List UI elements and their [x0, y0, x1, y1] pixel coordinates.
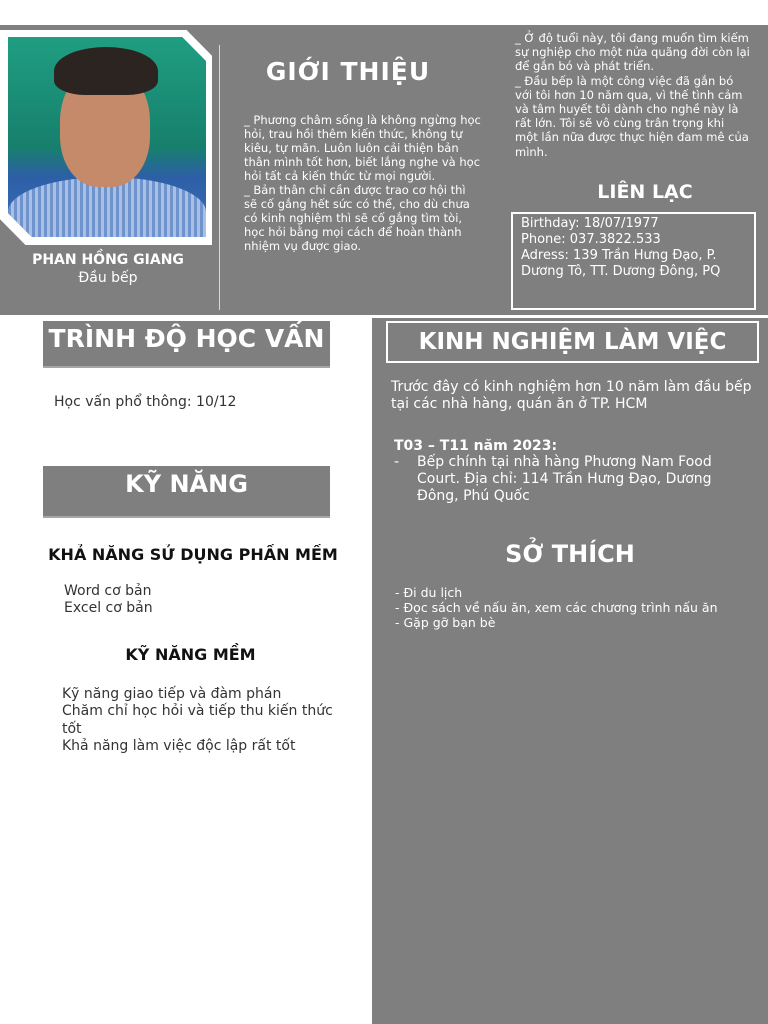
experience-period: T03 – T11 năm 2023:	[394, 438, 558, 454]
profile-photo-frame	[0, 30, 212, 245]
list-item: - Đi du lịch	[395, 585, 463, 600]
list-item: Chăm chỉ học hỏi và tiếp thu kiến thức tốt	[62, 703, 333, 737]
profile-name: PHAN HỒNG GIANG	[32, 252, 184, 268]
soft-skills-title: KỸ NĂNG MỀM	[125, 645, 256, 664]
intro-paragraph: _ Ở độ tuổi này, tôi đang muốn tìm kiếm sự nghiệp cho một nửa quãng đời còn lại để gắn bó và phát triển.	[515, 31, 750, 74]
list-item: - Gặp gỡ bạn bè	[395, 615, 496, 630]
contact-title: LIÊN LẠC	[597, 181, 693, 203]
header-divider	[219, 45, 220, 310]
experience-item-text: Bếp chính tại nhà hàng Phương Nam Food Court. Địa chỉ: 114 Trần Hưng Đạo, Dương Đông, Phú Quốc	[417, 454, 712, 504]
software-skills-list	[64, 583, 153, 617]
education-text: Học vấn phổ thông: 10/12	[54, 394, 237, 410]
contact-phone: Phone: 037.3822.533	[521, 232, 661, 247]
experience-intro: Trước đây có kinh nghiệm hơn 10 năm làm đầu bếp tại các nhà hàng, quán ăn ở TP. HCM	[391, 379, 752, 412]
profile-photo	[8, 37, 206, 237]
software-skills-title: KHẢ NĂNG SỬ DỤNG PHẦN MỀM	[48, 545, 338, 564]
hobbies-title: SỞ THÍCH	[505, 540, 635, 568]
intro-title: GIỚI THIỆU	[265, 57, 431, 86]
list-item: Excel cơ bản	[64, 600, 153, 616]
hobbies-list	[395, 585, 718, 630]
intro-text-left	[244, 113, 482, 253]
bullet-dash: -	[394, 454, 400, 470]
contact-birthday: Birthday: 18/07/1977	[521, 216, 659, 231]
list-item: - Đọc sách về nấu ăn, xem các chương trình nấu ăn	[395, 600, 718, 615]
soft-skills-list	[62, 686, 352, 755]
list-item: Khả năng làm việc độc lập rất tốt	[62, 737, 296, 754]
photo-hair	[54, 47, 158, 95]
contact-address: Adress: 139 Trần Hưng Đạo, P. Dương Tô, TT. Dương Đông, PQ	[521, 248, 721, 279]
experience-heading: KINH NGHIỆM LÀM VIỆC	[386, 321, 759, 363]
experience-item	[394, 454, 754, 505]
list-item: Word cơ bản	[64, 583, 152, 599]
education-heading: TRÌNH ĐỘ HỌC VẤN	[43, 321, 330, 368]
skills-heading: KỸ NĂNG	[43, 466, 330, 518]
intro-paragraph: _ Bản thân chỉ cần được trao cơ hội thì sẽ cố gắng hết sức có thể, cho dù chưa có kinh nghiệm thì sẽ cố gắng tìm tòi, học hỏi bằng mọi cách để hoàn thành nhiệm vụ được giao.	[244, 183, 470, 253]
right-panel	[372, 318, 768, 1024]
contact-box	[511, 212, 756, 310]
profile-job-title: Đầu bếp	[78, 270, 138, 286]
list-item: Kỹ năng giao tiếp và đàm phán	[62, 686, 282, 702]
intro-paragraph: _ Đầu bếp là một công việc đã gắn bó với tôi hơn 10 năm qua, vì thế tình cảm và tâm huyết tôi dành cho nghề này là rất lớn. Tôi sẽ vô cùng trân trọng khi một lần nữa được thực hiện đam mê của mình.	[515, 73, 749, 159]
intro-paragraph: _ Phương châm sống là không ngừng học hỏi, trau hồi thêm kiến thức, không tự kiêu, tự mãn. Luôn luôn cải thiện bản thân mình tốt hơn, biết lắng nghe và học hỏi tất cả kiến thức từ mọi người.	[244, 113, 481, 183]
intro-text-right	[515, 31, 750, 159]
